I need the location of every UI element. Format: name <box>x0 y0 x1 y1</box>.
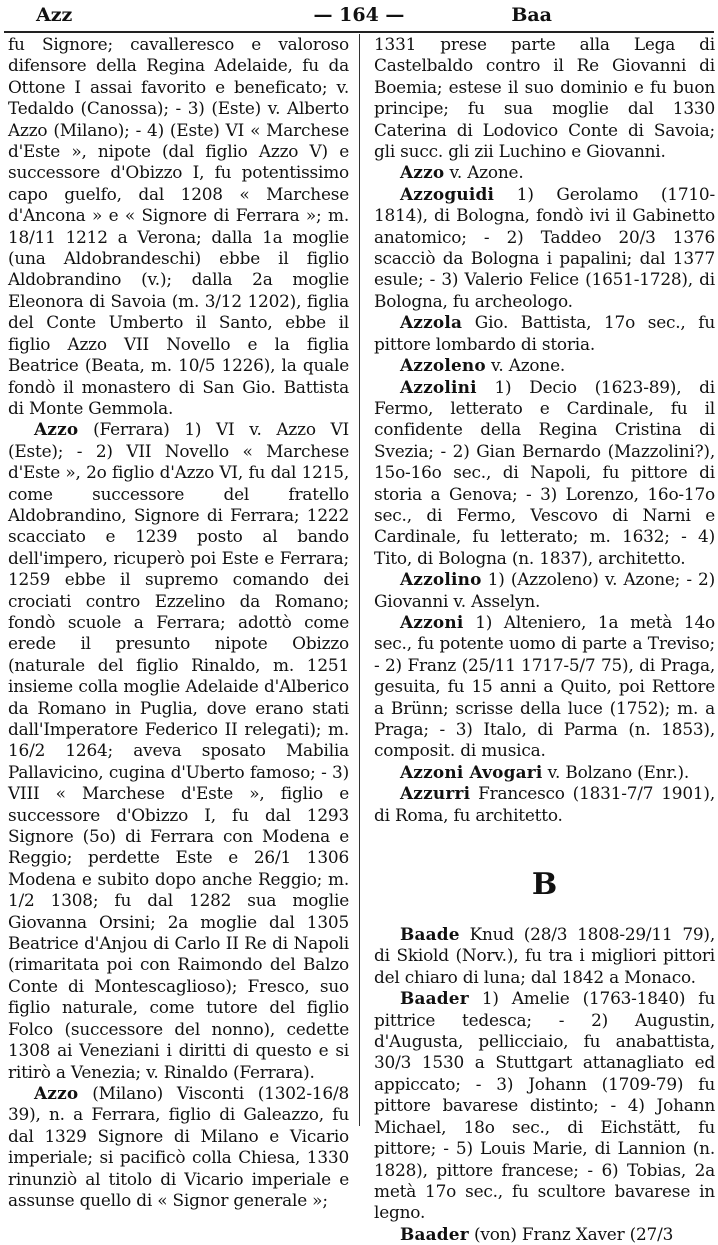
entry <box>374 355 715 376</box>
entry-text: (Milano) Visconti (1302-16/8 39), n. a Ferrara, figlio di Galeazzo, fu dal 1329 Signore di Milano e Vicario imperiale; si pacificò colla Chiesa, 1330 rinunziò al titolo di Vicario imperiale e assunse quello di « Signor generale »; <box>8 1082 349 1210</box>
entry <box>374 569 715 612</box>
entry <box>374 612 715 762</box>
entry <box>374 377 715 570</box>
entry-headword: Azzolino <box>400 569 482 590</box>
entry-text: Knud (28/3 1808-29/11 79), di Skiold (Norv.), fu tra i migliori pittori del chiaro di luna; dal 1842 a Monaco. <box>374 924 715 987</box>
section-letter: B <box>531 867 558 903</box>
entry-headword: Azzoleno <box>400 355 486 376</box>
entry <box>374 924 715 988</box>
header-rule <box>4 31 714 33</box>
entry <box>374 762 715 783</box>
right-column <box>374 34 715 1245</box>
entry-text: v. Azone. <box>485 355 566 376</box>
entry <box>374 1224 715 1245</box>
left-column <box>8 34 349 1211</box>
entry-text: v. Azone. <box>444 162 524 183</box>
entry-continued <box>8 34 349 419</box>
entry-headword: Azzoguidi <box>400 183 495 204</box>
entry-headword: Baader <box>400 988 469 1009</box>
entry-headword: Azzoni <box>400 611 464 632</box>
running-head-left: Azz <box>36 4 73 26</box>
running-head-right: Baa <box>511 4 552 26</box>
entry-headword: Azzoni Avogari <box>400 761 543 782</box>
entry-continued <box>374 34 715 162</box>
entry-headword: Azzurri <box>400 783 471 804</box>
entry-text: 1) Gerolamo (1710-1814), di Bologna, fondò ivi il Gabinetto anatomico; - 2) Taddeo 20/3 1376 scacciò da Bologna i papalini; dal 1377 esule; - 3) Valerio Felice (1651-1728), di Bologna, fu archeologo. <box>374 183 715 311</box>
entry-headword: Azzola <box>400 312 463 333</box>
entry-text: 1) Alteniero, 1a metà 14o sec., fu potente uomo di parte a Treviso; - 2) Franz (25/11 1717-5/7 75), di Praga, gesuita, fu 15 anni a Quito, poi Rettore a Brünn; scrisse della luce (1752); m. a Praga; - 3) Italo, di Parma (n. 1853), composit. di musica. <box>374 611 715 761</box>
entry-headword: Azzolini <box>400 376 477 397</box>
entry <box>374 988 715 1223</box>
column-divider <box>359 34 360 1126</box>
entry <box>374 783 715 826</box>
entry <box>8 419 349 1083</box>
entry <box>8 1083 349 1211</box>
entry-text: 1331 prese parte alla Lega di Castelbaldo contro il Re Giovanni di Boemia; estese il suo dominio e fu buon principe; fu sua moglie dal 1330 Caterina di Lodovico Conte di Savoia; gli succ. gli zii Luchino e Giovanni. <box>374 34 715 162</box>
entry-headword: Baade <box>400 924 460 945</box>
entry-text: fu Signore; cavalleresco e valoroso difensore della Regina Adelaide, fu da Ottone I assai favorito e beneficato; v. Tedaldo (Canossa); - 3) (Este) v. Alberto Azzo (Milano); - 4) (Este) VI « Marchese d'Este », nipote (dal figlio Azzo V) e successore d'Obizzo I, fu potentissimo capo guelfo, dal 1208 « Marchese d'Ancona » e « Signore di Ferrara »; m. 18/11 1212 a Verona; dalla 1a moglie (una Aldobrandeschi) ebbe il figlio Aldobrandino (v.); dalla 2a moglie Eleonora di Savoia (m. 3/12 1202), figlia del Conte Umberto il Santo, ebbe il figlio Azzo VII Novello e la figlia Beatrice (Beata, m. 10/5 1226), la quale fondò il monastero di San Gio. Battista di Monte Gemmola. <box>8 34 349 418</box>
page-number: — 164 — <box>313 4 405 26</box>
entry-headword: Azzo <box>400 162 445 183</box>
entry <box>374 162 715 183</box>
entry-text: (Ferrara) 1) VI v. Azzo VI (Este); - 2) VII Novello « Marchese d'Este », 2o figlio d'Azzo VI, fu dal 1215, come successore del fratello Aldobrandino, Signore di Ferrara; 1222 scacciato e 1239 posto al bando dell'impero, ricuperò poi Este e Ferrara; 1259 ebbe il supremo comando dei crociati contro Ezzelino da Romano; fondò scuole a Ferrara; adottò come erede il presunto nipote Obizzo (naturale del figlio Rinaldo, m. 1251 insieme colla moglie Adelaide d'Alberico da Romano in Puglia, dove erano stati dall'Imperatore Federico II relegati); m. 16/2 1264; aveva sposato Mabilia Pallavicino, cugina d'Uberto famoso; - 3) VIII « Marchese d'Este », figlio e successore d'Obizzo I, fu dal 1293 Signore (5o) di Ferrara con Modena e Reggio; perdette Este e 26/1 1306 Modena e subito dopo anche Reggio; m. 1/2 1308; fu dal 1282 sua moglie Giovanna Orsini; 2a moglie dal 1305 Beatrice d'Anjou di Carlo II Re di Napoli (rimaritata poi con Raimondo del Balzo Conte di Montescaglioso); Fresco, suo figlio naturale, come tutore del figlio Folco (successore del nonno), cedette 1308 ai Veneziani i diritti di questo e si ritirò a Venezia; v. Rinaldo (Ferrara). <box>8 419 349 1082</box>
entry-text: 1) Amelie (1763-1840) fu pittrice tedesca; - 2) Augustin, d'Augusta, pellicciaio, fu anabattista, 30/3 1530 a Stuttgart attanagliato ed appiccato; - 3) Johann (1709-79) fu pittore bavarese distinto; - 4) Johann Michael, 18o sec., di Eichstätt, fu pittore; - 5) Louis Marie, di Lannion (n. 1828), pittore francese; - 6) Tobias, 2a metà 17o sec., fu scultore bavarese in legno. <box>374 988 715 1223</box>
entry <box>374 184 715 312</box>
entry-text: v. Bolzano (Enr.). <box>542 761 690 782</box>
entry-headword: Baader <box>400 1223 469 1244</box>
page-header <box>6 2 712 28</box>
entry-text: 1) Decio (1623-89), di Fermo, letterato e Cardinale, fu il confidente della Regina Cristina di Svezia; - 2) Gian Bernardo (Mazzolini?), 15o-16o sec., di Napoli, fu pittore di storia a Genova; - 3) Lorenzo, 16o-17o sec., di Fermo, Vescovo di Narni e Cardinale, fu letterato; m. 1632; - 4) Tito, di Bologna (n. 1837), architetto. <box>374 376 715 568</box>
entry-text: 1) (Azzoleno) v. Azone; - 2) Giovanni v. Asselyn. <box>374 569 715 611</box>
entry-text: Gio. Battista, 17o sec., fu pittore lombardo di storia. <box>374 312 715 354</box>
entry-text: (von) Franz Xaver (27/3 <box>468 1223 674 1244</box>
entry-headword: Azzo <box>34 419 79 440</box>
entry-headword: Azzo <box>34 1082 79 1103</box>
entry <box>374 312 715 355</box>
entry-text: Francesco (1831-7/7 1901), di Roma, fu architetto. <box>374 783 715 825</box>
